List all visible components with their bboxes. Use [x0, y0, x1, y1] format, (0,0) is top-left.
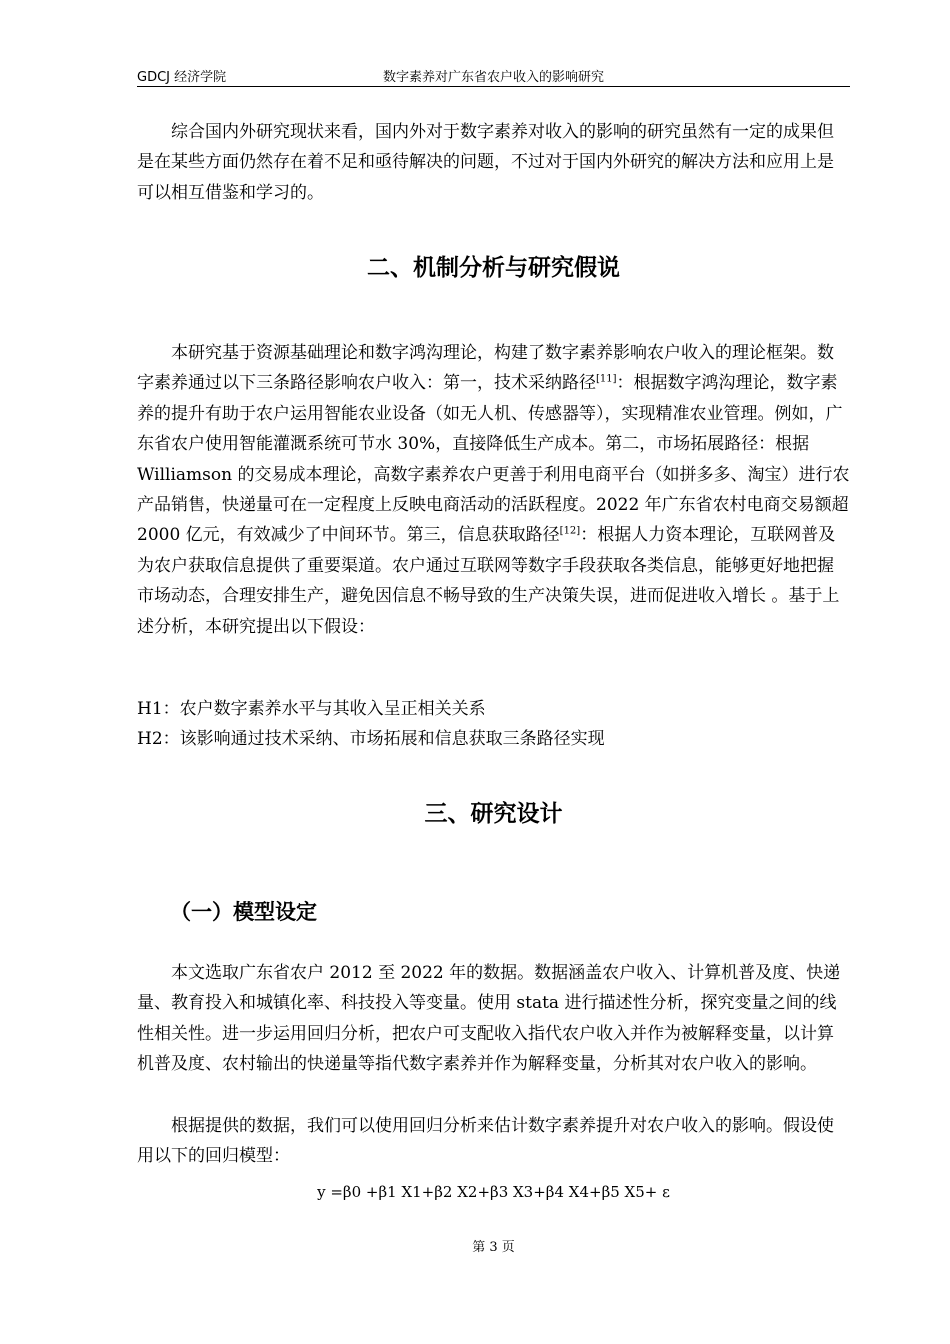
- page-header: [137, 66, 850, 87]
- regression-formula: y =β0 +β1 X1+β2 X2+β3 X3+β4 X4+β5 X5+ ε: [317, 1183, 670, 1201]
- section2-text-b: ：根据数字鸿沟理论，数字素养的提升有助于农户运用智能农业设备（如无人机、传感器等），实现精准农业管理。例如，广东省农户使用智能灌溉系统可节水 30%，直接降低生产成本。第二，市场拓展路径：根据 Williamson 的交易成本理论，高数字素养农户更善于利用电商平台（如拼多多、淘宝）进行农产品销售，快递量可在一定程度上反映电商活动的活跃程度。2022 年广东省农村电商交易额超 2000 亿元，有效减少了中间环节。第三，信息获取路径: [137, 373, 850, 546]
- citation-11: [11]: [596, 373, 617, 385]
- header-title: 数字素养对广东省农户收入的影响研究: [382, 70, 604, 85]
- page-number: 第 3 页: [472, 1240, 515, 1255]
- section3-paragraph-1: 本文选取广东省农户 2012 至 2022 年的数据。数据涵盖农户收入、计算机普及度、快递量、教育投入和城镇化率、科技投入等变量。使用 stata 进行描述性分析，探究变量之间的线性相关性。进一步运用回归分析，把农户可支配收入指代农户收入并作为被解释变量，以计算机普及度、农村输出的快递量等指代数字素养并作为解释变量，分析其对农户收入的影响。: [137, 963, 841, 1075]
- section2-heading: 二、机制分析与研究假说: [367, 255, 620, 281]
- header-institution: GDCJ 经济学院: [137, 70, 227, 85]
- citation-12: [12]: [559, 525, 581, 537]
- section3-heading: 三、研究设计: [424, 801, 563, 827]
- intro-paragraph: 综合国内外研究现状来看，国内外对于数字素养对收入的影响的研究虽然有一定的成果但是在某些方面仍然存在着不足和亟待解决的问题，不过对于国内外研究的解决方法和应用上是可以相互借鉴和学习的。: [137, 122, 834, 203]
- hypothesis-h1: H1：农户数字素养水平与其收入呈正相关关系: [137, 699, 486, 719]
- section2-text-a: 本研究基于资源基础理论和数字鸿沟理论，构建了数字素养影响农户收入的理论框架。数字素养通过以下三条路径影响农户收入：第一，技术采纳路径: [137, 343, 834, 394]
- section2-text-c: ：根据人力资本理论，互联网普及为农户获取信息提供了重要渠道。农户通过互联网等数字手段获取各类信息，能够更好地把握市场动态，合理安排生产，避免因信息不畅导致的生产决策失误，进而促进收入增长 。基于上述分析，本研究提出以下假设：: [137, 525, 840, 637]
- hypothesis-h2: H2：该影响通过技术采纳、市场拓展和信息获取三条路径实现: [137, 729, 605, 749]
- section2-paragraph: [137, 338, 850, 642]
- subsection-model-heading: （一）模型设定: [170, 900, 317, 924]
- section3-paragraph-2: 根据提供的数据，我们可以使用回归分析来估计数字素养提升对农户收入的影响。假设使用以下的回归模型：: [137, 1116, 834, 1167]
